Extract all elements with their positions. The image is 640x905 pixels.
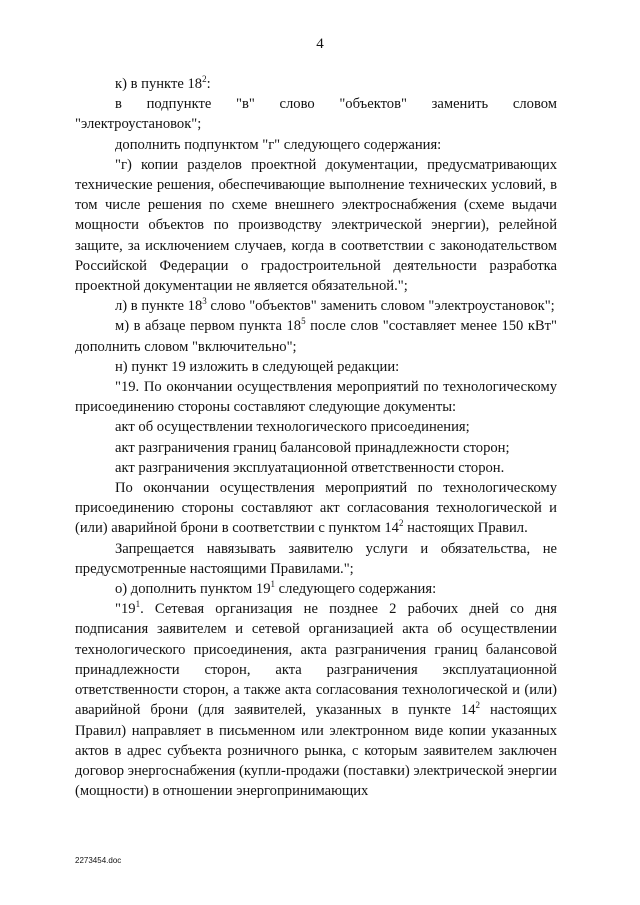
paragraph-19: "19. По окончании осуществления мероприятий по технологическому присоединению стороны составляют следующие документы:	[75, 379, 557, 416]
paragraph-m: м) в абзаце первом пункта $18^5$ после слов "составляет менее 150 кВт" дополнить словом "включительно";	[75, 316, 558, 355]
paragraph-o: о) дополнить пунктом $19^1$ следующего содержания:	[115, 579, 437, 598]
file-name-footer: 2273454.doc	[75, 856, 122, 865]
list-item: акт об осуществлении технологического присоединения;	[115, 419, 470, 436]
paragraph-g-text: "г) копии разделов проектной документации, предусматривающих технические решения, обеспечивающие выполнение технических условий, в том числе решения по схеме внешнего электроснабжения (схеме выдачи мощности объектов по производству электрической энергии), релейной защите, за исключением случаев, когда в соответствии с законодательством Российской Федерации о градостроительной деятельности разработка проектной документации не является обязательной.";	[75, 156, 557, 295]
paragraph-l: л) в пункте $18^3$ слово "объектов" заменить словом "электроустановок";	[115, 296, 555, 315]
list-item: акт разграничения эксплуатационной ответственности сторон.	[115, 459, 505, 476]
paragraph-k: к) в пункте $18^2$:	[115, 74, 211, 92]
paragraph-19-prohibition: Запрещается навязывать заявителю услуги и обязательства, не предусмотренные настоящими Правилами.";	[75, 540, 557, 577]
page-number: 4	[316, 36, 324, 52]
paragraph-19-armor: По окончании осуществления мероприятий по технологическому присоединению стороны составляют акт согласования технологической и (или) аварийной брони в соответствии с пунктом $14^2$ настоящих Правил.	[75, 480, 557, 537]
paragraph-19-1: "$19^1$. Сетевая организация не позднее 2 рабочих дней со дня подписания заявителем и сетевой организацией акта об осуществлении технологического присоединения, акта разграничения границ балансовой принадлежности сторон, акта разграничения эксплуатационной ответственности сторон, а также акта согласования технологической и (или) аварийной брони (для заявителей, указанных в пункте $14^2$ настоящих Правил) направляет в письменном или электронном виде копии указанных актов в адрес субъекта розничного рынка, с которым заявителем заключен договор энергоснабжения (купли-продажи (поставки) электрической энергии (мощности) в отношении энергопринимающих	[75, 599, 557, 800]
paragraph-k-sub-v: в подпункте "в" слово "объектов" заменить словом "электроустановок";	[75, 96, 557, 133]
list-item: акт разграничения границ балансовой принадлежности сторон;	[115, 439, 510, 456]
document-body	[75, 74, 557, 801]
paragraph-k-add-g: дополнить подпунктом "г" следующего содержания:	[115, 136, 442, 153]
paragraph-n: н) пункт 19 изложить в следующей редакции:	[115, 358, 400, 375]
